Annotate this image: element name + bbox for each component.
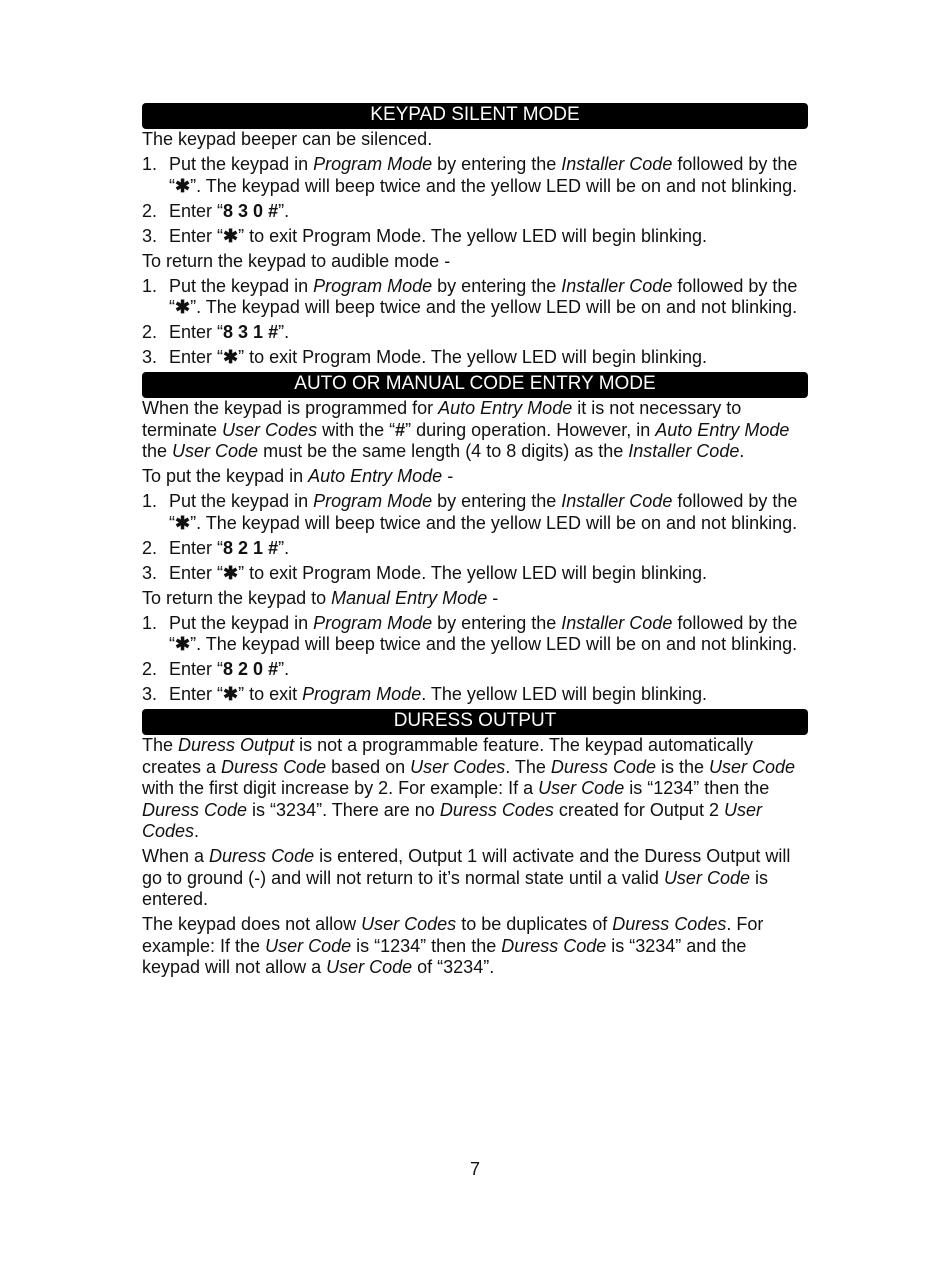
duress-paragraph-3: The keypad does not allow User Codes to be duplicates of Duress Codes. For example: If the User Code is “1234” then the Duress Code is “3234” and the keypad will not allow a User Code of “3234”. bbox=[142, 914, 764, 977]
section-heading-duress-output: DURESS OUTPUT bbox=[142, 709, 808, 735]
duress-paragraph-2: When a Duress Code is entered, Output 1 will activate and the Duress Output will go to ground (-) and will not return to it’s normal state until a valid User Code is entered. bbox=[142, 846, 791, 909]
manual-page bbox=[142, 103, 808, 982]
list-item: 3. Enter “✱” to exit Program Mode. The yellow LED will begin blinking. bbox=[142, 347, 708, 367]
return-text: To return the keypad to audible mode - bbox=[142, 250, 451, 271]
asterisk-icon: ✱ bbox=[223, 347, 239, 367]
asterisk-icon: ✱ bbox=[175, 297, 191, 317]
list-item: 3. Enter “✱” to exit Program Mode. The yellow LED will begin blinking. bbox=[142, 562, 708, 583]
return-text: To return the keypad to Manual Entry Mode - bbox=[142, 587, 499, 608]
section-heading-auto-manual-entry: AUTO OR MANUAL CODE ENTRY MODE bbox=[142, 372, 808, 398]
program-steps-list bbox=[142, 613, 808, 706]
asterisk-icon: ✱ bbox=[223, 562, 239, 583]
intro-text: The keypad beeper can be silenced. bbox=[142, 129, 433, 149]
page-number: 7 bbox=[469, 1159, 480, 1179]
asterisk-icon: ✱ bbox=[223, 225, 239, 246]
list-item: 2. Enter “8 2 1 #”. bbox=[142, 537, 290, 558]
program-steps-list bbox=[142, 491, 808, 584]
asterisk-icon: ✱ bbox=[223, 684, 239, 704]
list-item: 2. Enter “8 3 0 #”. bbox=[142, 200, 290, 221]
intro-text: When the keypad is programmed for Auto Entry Mode it is not necessary to terminate User Codes with the “#” during operation. However, in Auto Entry Mode the User Code must be the same length (4 to 8 digits) as the Installer Code. bbox=[142, 398, 790, 461]
asterisk-icon: ✱ bbox=[175, 175, 191, 196]
asterisk-icon: ✱ bbox=[175, 634, 191, 654]
program-steps-list bbox=[142, 154, 808, 247]
section-heading-keypad-silent-mode: KEYPAD SILENT MODE bbox=[142, 103, 808, 129]
list-item: 1. Put the keypad in Program Mode by entering the Installer Code followed by the “✱”. The keypad will beep twice and the yellow LED will be on and not blinking. bbox=[142, 154, 798, 196]
asterisk-icon: ✱ bbox=[175, 512, 191, 533]
put-text: To put the keypad in Auto Entry Mode - bbox=[142, 466, 454, 486]
list-item: 1. Put the keypad in Program Mode by entering the Installer Code followed by the “✱”. The keypad will beep twice and the yellow LED will be on and not blinking. bbox=[142, 275, 798, 317]
list-item: 1. Put the keypad in Program Mode by entering the Installer Code followed by the “✱”. The keypad will beep twice and the yellow LED will be on and not blinking. bbox=[142, 491, 798, 533]
list-item: 2. Enter “8 2 0 #”. bbox=[142, 659, 290, 679]
list-item: 2. Enter “8 3 1 #”. bbox=[142, 322, 290, 342]
program-steps-list bbox=[142, 276, 808, 369]
list-item: 3. Enter “✱” to exit Program Mode. The yellow LED will begin blinking. bbox=[142, 225, 708, 246]
list-item: 3. Enter “✱” to exit Program Mode. The yellow LED will begin blinking. bbox=[142, 684, 708, 704]
duress-paragraph-1: The Duress Output is not a programmable feature. The keypad automatically creates a Duress Code based on User Codes. The Duress Code is the User Code with the first digit increase by 2. For example: If a User Code is “1234” then the Duress Code is “3234”. There are no Duress Codes created for Output 2 User Codes. bbox=[142, 735, 796, 841]
list-item: 1. Put the keypad in Program Mode by entering the Installer Code followed by the “✱”. The keypad will beep twice and the yellow LED will be on and not blinking. bbox=[142, 612, 798, 654]
